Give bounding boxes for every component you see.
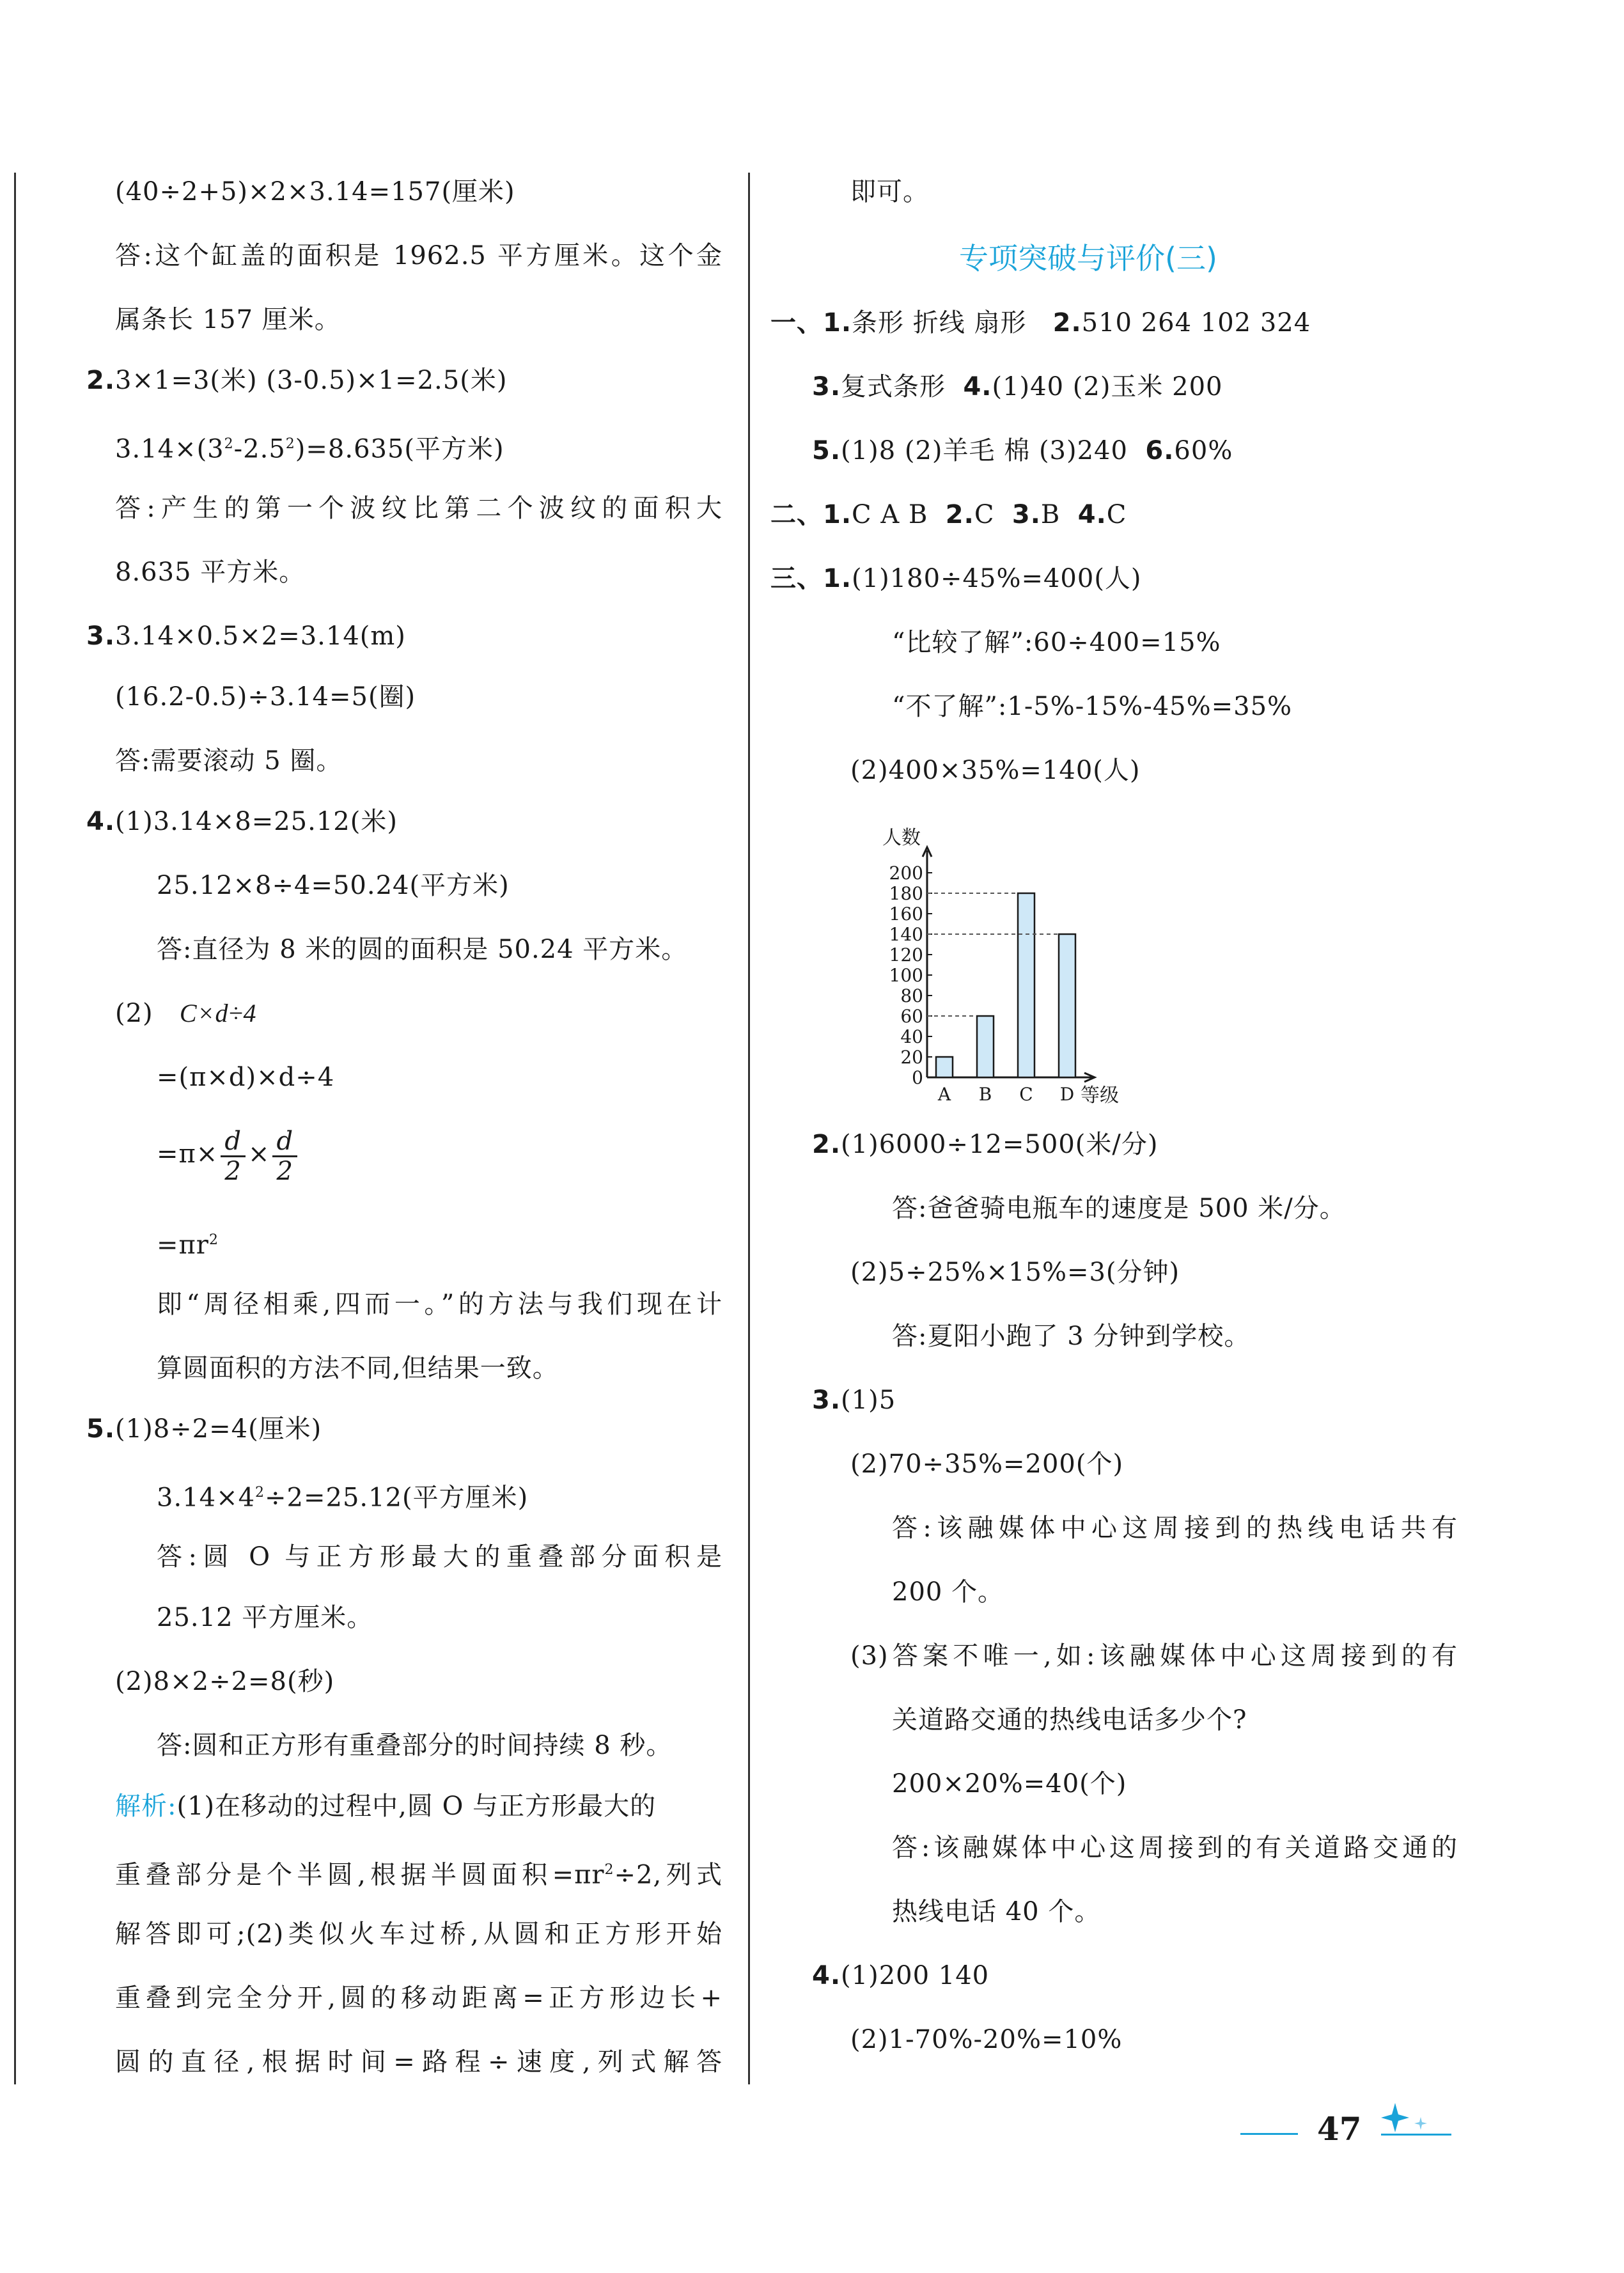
- fraction: $\frac{d}{2}$: [221, 1127, 246, 1185]
- x-axis-label: 等级: [1081, 1084, 1119, 1107]
- bar-chart: [876, 825, 1119, 1113]
- question-2: [86, 361, 507, 400]
- y-tick-label: 20: [900, 1047, 923, 1068]
- text-line: 即“周径相乘,四而一。”的方法与我们现在计: [157, 1290, 722, 1319]
- y-tick-label: 200: [889, 863, 923, 884]
- left-margin-rule: [14, 173, 16, 2084]
- question-number: 4.: [86, 807, 116, 836]
- text-line: 答:该融媒体中心这周接到的热线电话共有: [892, 1513, 1458, 1543]
- question-5: [86, 1410, 322, 1448]
- fraction-line: =π× $\frac{d}{2}$ × $\frac{d}{2}$: [157, 1122, 300, 1186]
- text-line: 重叠到完全分开,圆的移动距离=正方形边长+: [115, 1983, 722, 2013]
- footer-rule-left: [1240, 2133, 1298, 2135]
- text-line: (2)400×35%=140(人): [850, 756, 1141, 785]
- y-tick-label: 100: [889, 965, 923, 986]
- text-line: $3.14\times(3^2-2.5^2)=8.635$(平方米): [115, 434, 504, 464]
- fraction: $\frac{d}{2}$: [272, 1127, 297, 1185]
- x-tick-label: D: [1059, 1084, 1075, 1105]
- text-line: 答:产生的第一个波纹比第二个波纹的面积大: [115, 494, 722, 523]
- text-line: (2)70÷35%=200(个): [850, 1449, 1124, 1479]
- analysis-label: 解析:: [115, 1792, 177, 1821]
- column-divider: [748, 173, 750, 2084]
- question-number: 3.: [86, 621, 116, 651]
- bar: [977, 1016, 994, 1077]
- text-line: 属条长 157 厘米。: [115, 305, 341, 334]
- text-line: 答:圆 O 与正方形最大的重叠部分面积是: [157, 1542, 722, 1572]
- text-line: “比较了解”:60÷400=15%: [892, 628, 1221, 657]
- text-line: (2)8×2÷2=8(秒): [115, 1667, 335, 1696]
- sparkle-icon: [1381, 2100, 1451, 2139]
- answer-line: 一、1.条形 折线 扇形 2.510 264 102 324: [770, 308, 1311, 338]
- text-line: (2)1-70%-20%=10%: [850, 2025, 1123, 2054]
- question-2: 2.(1)6000÷12=500(米/分): [812, 1130, 1159, 1159]
- text-line: 解答即可;(2)类似火车过桥,从圆和正方形开始: [115, 1919, 722, 1949]
- text-line: =(π×d)×d÷4: [157, 1063, 335, 1092]
- text-line: 8.635 平方米。: [115, 558, 306, 587]
- text-line: (16.2-0.5)÷3.14=5(圈): [115, 682, 416, 712]
- text-line: (1)8÷2=4(厘米): [115, 1414, 322, 1444]
- text-line: $3.14\times 4^2\div 2=25.12$(平方厘米): [157, 1483, 529, 1513]
- bar: [936, 1057, 953, 1077]
- text-line: 答:直径为 8 米的圆的面积是 50.24 平方米。: [157, 935, 688, 964]
- text-line: (1)3.14×8=25.12(米): [115, 807, 398, 836]
- text-line: (2) C×d÷4: [115, 999, 257, 1028]
- text-line: 3.14×0.5×2=3.14(m): [115, 621, 406, 651]
- y-tick-label: 0: [912, 1067, 923, 1088]
- y-tick-label: 60: [900, 1006, 923, 1027]
- question-number: 2.: [86, 366, 116, 395]
- text-line: 答:爸爸骑电瓶车的速度是 500 米/分。: [892, 1194, 1346, 1223]
- x-tick-label: C: [1019, 1084, 1033, 1105]
- text-line: 答:这个缸盖的面积是 1962.5 平方厘米。这个金: [115, 241, 722, 270]
- x-tick-label: B: [978, 1084, 992, 1105]
- y-tick-label: 40: [900, 1026, 923, 1047]
- y-tick-label: 180: [889, 883, 923, 904]
- text-line: “不了解”:1-5%-15%-45%=35%: [892, 692, 1293, 721]
- analysis-line: 解析:(1)在移动的过程中,圆 O 与正方形最大的: [115, 1792, 657, 1821]
- text-line: (40÷2+5)×2×3.14=157(厘米): [115, 177, 515, 207]
- text-line: 热线电话 40 个。: [892, 1897, 1101, 1926]
- text-line: 答:圆和正方形有重叠部分的时间持续 8 秒。: [157, 1731, 673, 1760]
- bar: [1018, 893, 1035, 1077]
- y-axis-label: 人数: [882, 827, 921, 849]
- text-line: 重叠部分是个半圆,根据半圆面积$=\pi r^2\div 2$,列式: [115, 1860, 722, 1890]
- answer-line: 三、1.(1)180÷45%=400(人): [770, 564, 1142, 593]
- answer-line: 二、1.C A B 2.C 3.B 4.C: [770, 500, 1127, 529]
- text-line: $=\pi r^2$: [157, 1230, 219, 1260]
- text-line: 3×1=3(米) (3-0.5)×1=2.5(米): [115, 366, 508, 395]
- text-line: 答:夏阳小跑了 3 分钟到学校。: [892, 1322, 1251, 1351]
- x-tick-label: A: [937, 1084, 951, 1105]
- bar: [1059, 934, 1075, 1077]
- question-3: 3.(1)5: [812, 1386, 896, 1415]
- page-number: 47: [1317, 2110, 1362, 2148]
- section-heading: 专项突破与评价(三): [959, 241, 1217, 276]
- text-line: (2)5÷25%×15%=3(分钟): [850, 1258, 1180, 1287]
- text-line: 答:该融媒体中心这周接到的有关道路交通的: [892, 1833, 1458, 1863]
- text-line: 答:需要滚动 5 圈。: [115, 746, 343, 776]
- answer-line: 5.(1)8 (2)羊毛 棉 (3)240 6.60%: [812, 436, 1233, 465]
- text-line: (3)答案不唯一,如:该融媒体中心这周接到的有: [850, 1641, 1458, 1671]
- text-line: 200 个。: [892, 1577, 1004, 1607]
- answer-line: 3.复式条形 4.(1)40 (2)玉米 200: [812, 372, 1223, 402]
- question-4: [86, 802, 398, 841]
- text-line: 关道路交通的热线电话多少个?: [892, 1705, 1247, 1735]
- text-line: 算圆面积的方法不同,但结果一致。: [157, 1354, 559, 1383]
- question-4: 4.(1)200 140: [812, 1961, 990, 1990]
- y-tick-label: 140: [889, 924, 923, 945]
- y-tick-label: 80: [900, 985, 923, 1006]
- text-line: 200×20%=40(个): [892, 1769, 1127, 1799]
- text-line: 圆的直径,根据时间=路程÷速度,列式解答: [115, 2047, 722, 2077]
- y-tick-label: 160: [889, 903, 923, 925]
- y-tick-label: 120: [889, 944, 923, 965]
- question-3: [86, 617, 406, 655]
- text-line: 25.12 平方厘米。: [157, 1603, 373, 1632]
- text-line: 即可。: [850, 177, 929, 207]
- question-number: 5.: [86, 1414, 116, 1444]
- text-line: 25.12×8÷4=50.24(平方米): [157, 871, 510, 900]
